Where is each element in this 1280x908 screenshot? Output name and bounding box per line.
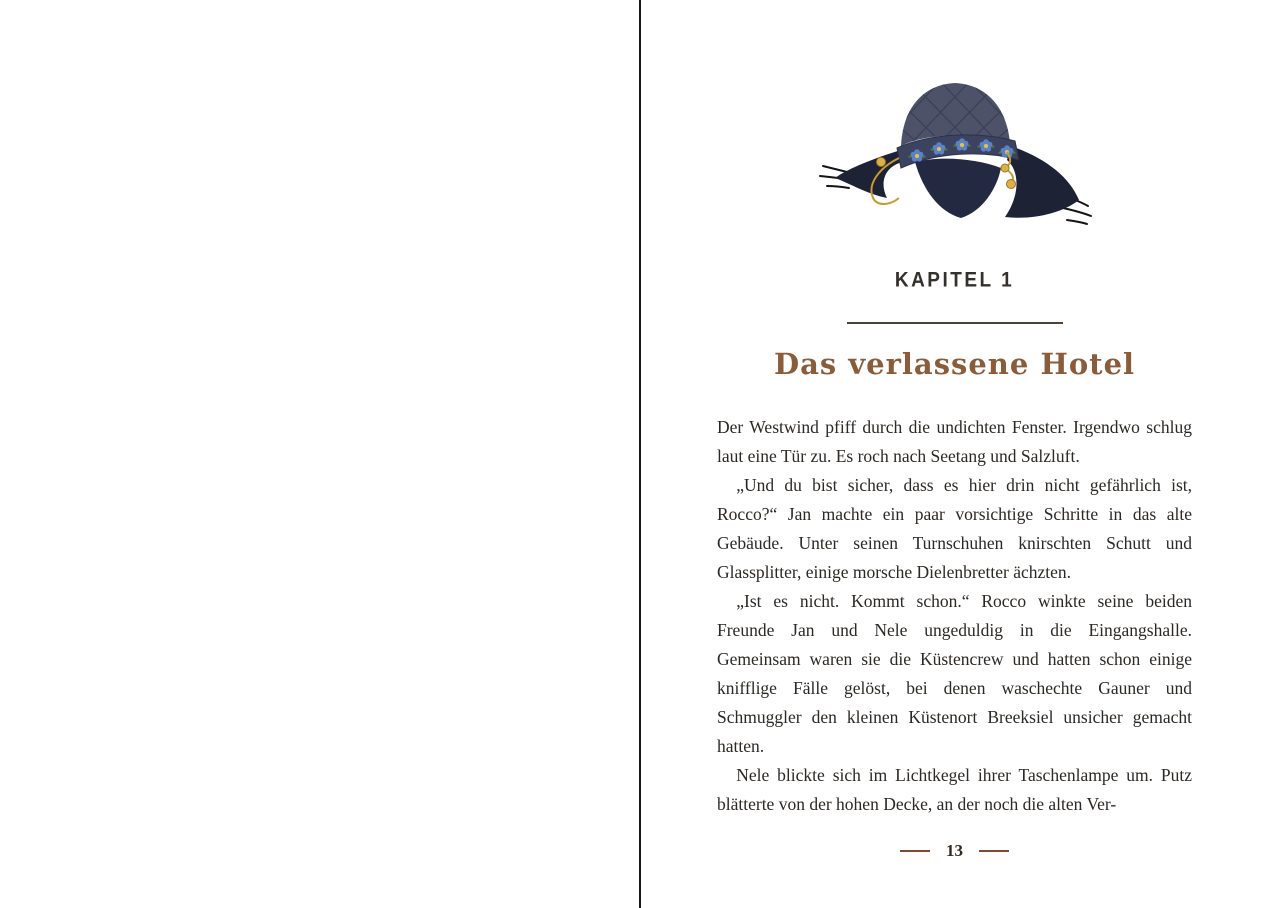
right-page — [641, 0, 1280, 908]
footer-dash-left — [900, 850, 930, 852]
paragraph: Der Westwind pfiff durch die undichten Fenster. Irgendwo schlug laut eine Tür zu. Es roch nach Seetang und Salzluft. — [717, 417, 1192, 466]
souwester-hat-icon — [815, 70, 1095, 230]
hat-illustration — [815, 70, 1095, 230]
page-number: 13 — [946, 841, 963, 860]
paragraph: „Und du bist sicher, dass es hier drin nicht gefährlich ist, Rocco?“ Jan machte ein paar vorsichtige Schritte in das alte Gebäude. Unter seinen Turnschuhen knirschten Schutt und Glassplitter, einige morsche Dielenbretter ächzten. — [717, 475, 1192, 582]
paragraph: Nele blickte sich im Lichtkegel ihrer Taschenlampe um. Putz blätterte von der hohen Decke, an der noch die alten Ver- — [717, 765, 1192, 814]
paragraph: „Ist es nicht. Kommt schon.“ Rocco winkte seine beiden Freunde Jan und Nele ungeduldig in die Eingangshalle. Gemeinsam waren sie die Küstencrew und hatten schon einige knifflige Fälle gelöst, bei denen waschechte Gauner und Schmuggler den kleinen Küstenort Breeksiel unsicher gemacht hatten. — [717, 591, 1192, 756]
body-text — [717, 413, 1192, 819]
chapter-label: KAPITEL 1 — [894, 268, 1015, 293]
footer-dash-right — [979, 850, 1009, 852]
page-footer — [717, 841, 1192, 861]
left-page-blank — [0, 0, 639, 908]
chapter-rule — [847, 322, 1063, 324]
chapter-title: Das verlassene Hotel — [773, 347, 1136, 381]
page-content — [717, 0, 1192, 908]
